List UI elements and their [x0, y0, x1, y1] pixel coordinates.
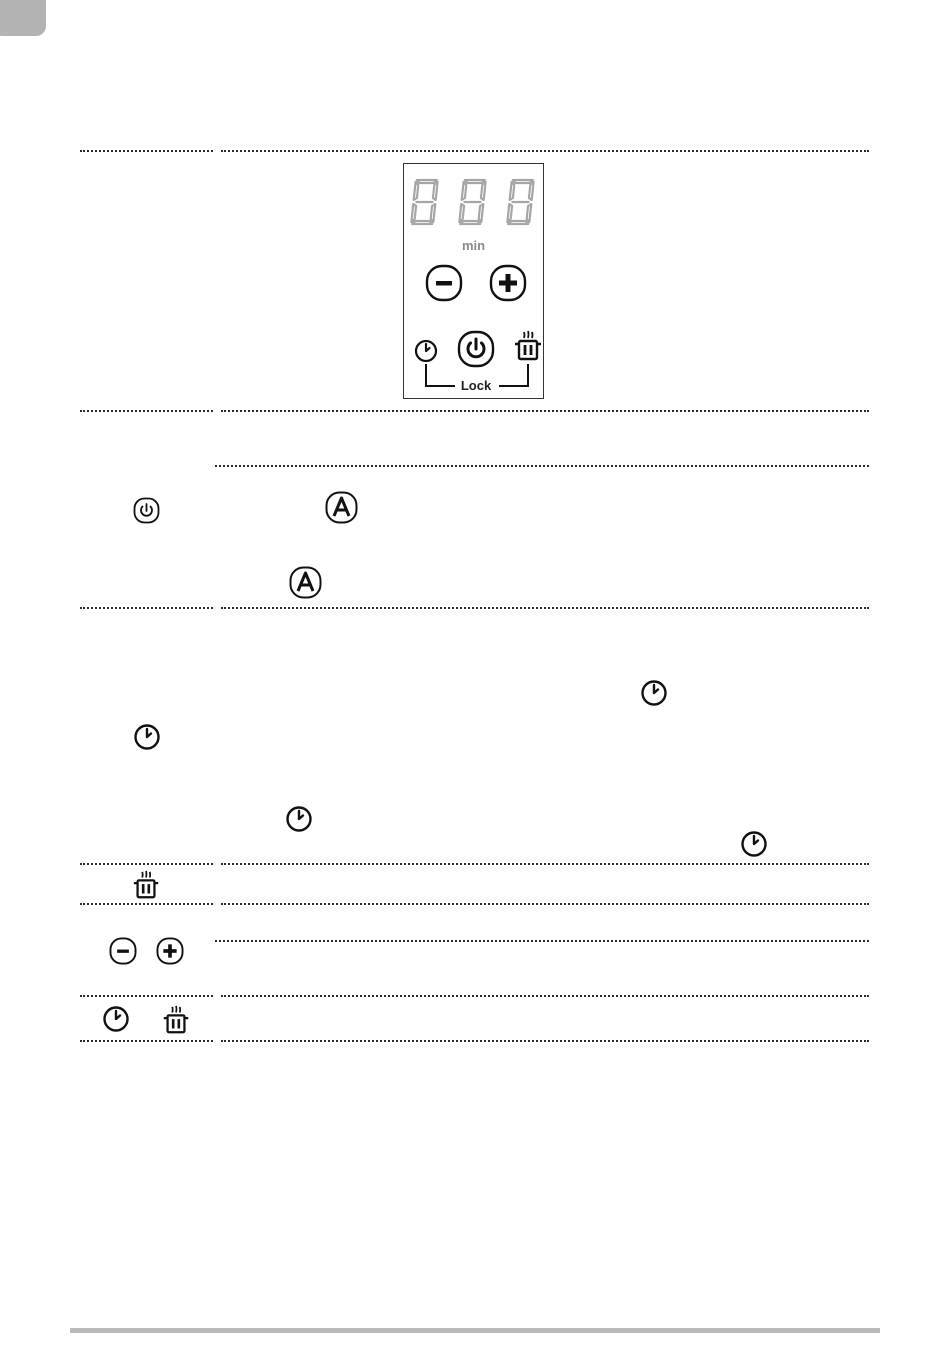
plus-button-icon [489, 264, 527, 302]
pot-steam-icon [512, 330, 544, 362]
page-corner-tab [0, 0, 46, 36]
digit-display [410, 178, 538, 226]
timer-icon [133, 723, 161, 751]
table-rule [80, 995, 213, 997]
auto-a-icon [325, 491, 358, 524]
pot-steam-icon [131, 870, 161, 900]
timer-icon [640, 679, 668, 707]
table-rule [80, 607, 213, 609]
table-rule [215, 465, 869, 467]
table-rule [80, 1040, 213, 1042]
table-rule [80, 410, 213, 412]
table-rule [221, 1040, 869, 1042]
timer-icon [740, 830, 768, 858]
table-rule [221, 903, 869, 905]
table-rule [80, 903, 213, 905]
table-rule [215, 940, 869, 942]
table-rule [80, 863, 213, 865]
table-rule [221, 410, 869, 412]
unit-label: min [461, 238, 486, 253]
minus-button-icon [425, 264, 463, 302]
power-button-icon [133, 497, 160, 524]
timer-icon [102, 1005, 130, 1033]
lock-label: Lock [460, 378, 492, 393]
table-rule [221, 150, 869, 152]
plus-button-icon [156, 937, 184, 965]
table-rule [221, 863, 869, 865]
timer-icon [285, 805, 313, 833]
footer-bar [70, 1328, 880, 1333]
minus-button-icon [109, 937, 137, 965]
table-rule [221, 995, 869, 997]
timer-icon [414, 339, 438, 363]
table-rule [221, 607, 869, 609]
pot-steam-icon [161, 1005, 191, 1035]
auto-a-icon [289, 566, 322, 599]
table-rule [80, 150, 213, 152]
